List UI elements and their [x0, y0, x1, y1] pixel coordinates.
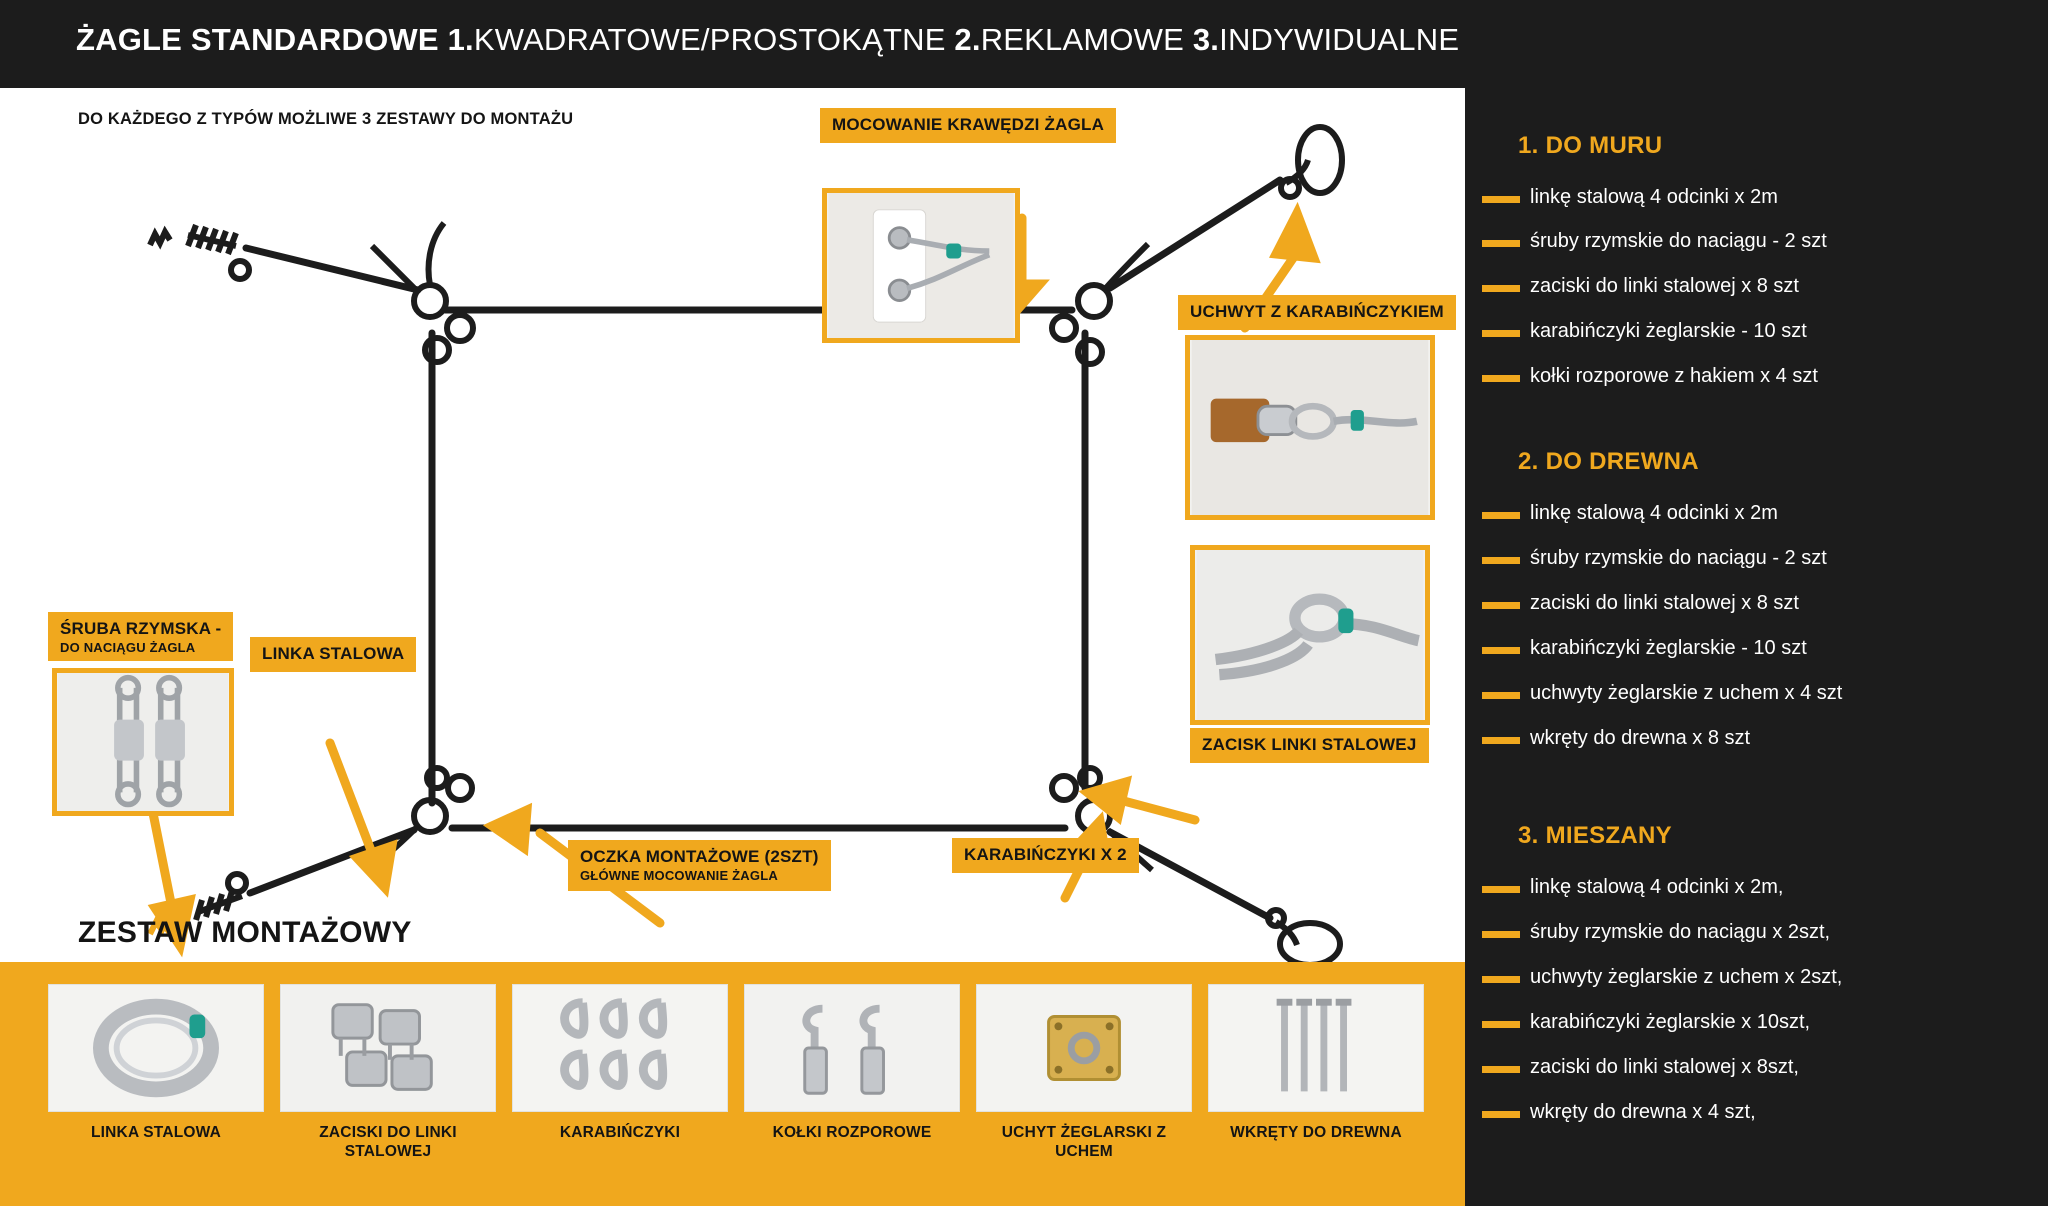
kit-item-1	[280, 984, 496, 1161]
page-title-part2: REKLAMOWE	[980, 22, 1185, 57]
panel-item-2-5: wkręty do drewna x 4 szt,	[1530, 1101, 1756, 1123]
panel-item-0-0: linkę stalową 4 odcinki x 2m	[1530, 186, 1778, 208]
kit-item-5	[1208, 984, 1424, 1143]
panel-group-0-title: 1. DO MURU	[1518, 132, 1663, 159]
panel-dash-2-4	[1482, 1066, 1520, 1073]
callout-carabiner-holder: UCHWYT Z KARABIŃCZYKIEM	[1178, 295, 1456, 330]
panel-item-0-4: kołki rozporowe z hakiem x 4 szt	[1530, 365, 1818, 387]
panel-dash-2-1	[1482, 931, 1520, 938]
callout-steel-wire: LINKA STALOWA	[250, 637, 416, 672]
panel-dash-1-4	[1482, 692, 1520, 699]
callout-mounting-eyes-sub: GŁÓWNE MOCOWANIE ŻAGLA	[580, 867, 778, 883]
wire-clamp-photo	[1195, 550, 1425, 720]
callout-mounting-eyes	[568, 840, 831, 891]
panel-dash-1-1	[1482, 557, 1520, 564]
panel-item-1-2: zaciski do linki stalowej x 8 szt	[1530, 592, 1799, 614]
kit-item-4	[976, 984, 1192, 1161]
kit-item-2	[512, 984, 728, 1143]
panel-dash-2-2	[1482, 976, 1520, 983]
kit-item-3	[744, 984, 960, 1143]
photo-carabiner-holder	[1185, 335, 1435, 520]
kit-item-4-label: UCHYT ŻEGLARSKI Z UCHEM	[1001, 1124, 1167, 1160]
panel-item-1-0: linkę stalową 4 odcinki x 2m	[1530, 502, 1778, 524]
page-title-num1: 1.	[447, 22, 474, 57]
kit-item-1-label: ZACISKI DO LINKI STALOWEJ	[319, 1124, 457, 1160]
kit-item-0-label: LINKA STALOWA	[90, 1124, 222, 1141]
panel-item-1-5: wkręty do drewna x 8 szt	[1530, 727, 1751, 749]
panel-item-1-1: śruby rzymskie do naciągu - 2 szt	[1530, 547, 1827, 569]
callout-carabiners-x2: KARABIŃCZYKI X 2	[952, 838, 1139, 873]
expansion-hooks-photo	[744, 984, 960, 1112]
kit-item-0	[48, 984, 264, 1143]
edge-mount-photo	[827, 193, 1015, 338]
callout-turnbuckle	[48, 612, 233, 661]
callout-edge-mount: MOCOWANIE KRAWĘDZI ŻAGLA	[820, 108, 1116, 143]
panel-dash-1-2	[1482, 602, 1520, 609]
kit-item-3-label: KOŁKI ROZPOROWE	[772, 1124, 932, 1141]
page-title	[76, 22, 1459, 58]
carabiners-photo	[512, 984, 728, 1112]
turnbuckle-photo	[57, 673, 229, 811]
panel-dash-0-0	[1482, 196, 1520, 203]
panel-dash-2-3	[1482, 1021, 1520, 1028]
kit-title: ZESTAW MONTAŻOWY	[78, 916, 412, 949]
coiled-steel-wire-photo	[48, 984, 264, 1112]
panel-item-0-3: karabińczyki żeglarskie - 10 szt	[1530, 320, 1807, 342]
panel-dash-1-3	[1482, 647, 1520, 654]
photo-wire-clamp	[1190, 545, 1430, 725]
panel-dash-0-4	[1482, 375, 1520, 382]
callout-turnbuckle-sub: DO NACIĄGU ŻAGLA	[60, 639, 196, 655]
panel-item-2-2: uchwyty żeglarskie z uchem x 2szt,	[1530, 966, 1843, 988]
wood-screws-photo	[1208, 984, 1424, 1112]
panel-dash-2-0	[1482, 886, 1520, 893]
panel-item-2-1: śruby rzymskie do naciągu x 2szt,	[1530, 921, 1831, 943]
sailing-eye-plate-photo	[976, 984, 1192, 1112]
panel-group-2-title: 3. MIESZANY	[1518, 822, 1672, 849]
callout-wire-clamp: ZACISK LINKI STALOWEJ	[1190, 728, 1429, 763]
page-title-part1: KWADRATOWE/PROSTOKĄTNE	[473, 22, 946, 57]
kit-band	[0, 962, 1465, 1206]
carabiner-holder-photo	[1190, 340, 1430, 515]
panel-item-2-3: karabińczyki żeglarskie x 10szt,	[1530, 1011, 1811, 1033]
photo-turnbuckle	[52, 668, 234, 816]
kit-item-2-label: KARABIŃCZYKI	[559, 1124, 681, 1141]
page-title-num3: 3.	[1192, 22, 1220, 57]
kit-item-5-label: WKRĘTY DO DREWNA	[1230, 1124, 1402, 1141]
callout-mounting-eyes-main: OCZKA MONTAŻOWE (2SZT)	[580, 847, 819, 866]
panel-dash-0-1	[1482, 240, 1520, 247]
panel-dash-2-5	[1482, 1111, 1520, 1118]
panel-item-0-2: zaciski do linki stalowej x 8 szt	[1530, 275, 1799, 297]
canvas-note: DO KAŻDEGO Z TYPÓW MOŻLIWE 3 ZESTAWY DO MONTAŻU	[78, 110, 574, 128]
panel-item-2-0: linkę stalową 4 odcinki x 2m,	[1530, 876, 1784, 898]
page-title-part3: INDYWIDUALNE	[1219, 22, 1460, 57]
page-title-num2: 2.	[954, 22, 981, 57]
panel-item-1-4: uchwyty żeglarskie z uchem x 4 szt	[1530, 682, 1843, 704]
photo-edge-mount	[822, 188, 1020, 343]
panel-item-2-4: zaciski do linki stalowej x 8szt,	[1530, 1056, 1799, 1078]
panel-group-1-title: 2. DO DREWNA	[1518, 448, 1699, 475]
panel-dash-1-5	[1482, 737, 1520, 744]
callout-turnbuckle-main: ŚRUBA RZYMSKA -	[60, 619, 222, 638]
panel-dash-0-3	[1482, 330, 1520, 337]
panel-item-0-1: śruby rzymskie do naciągu - 2 szt	[1530, 230, 1827, 252]
panel-item-1-3: karabińczyki żeglarskie - 10 szt	[1530, 637, 1807, 659]
page-title-bold: ŻAGLE STANDARDOWE	[76, 22, 439, 57]
panel-dash-0-2	[1482, 285, 1520, 292]
sail-diagram-svg	[0, 88, 1465, 962]
wire-clamps-photo	[280, 984, 496, 1112]
panel-dash-1-0	[1482, 512, 1520, 519]
